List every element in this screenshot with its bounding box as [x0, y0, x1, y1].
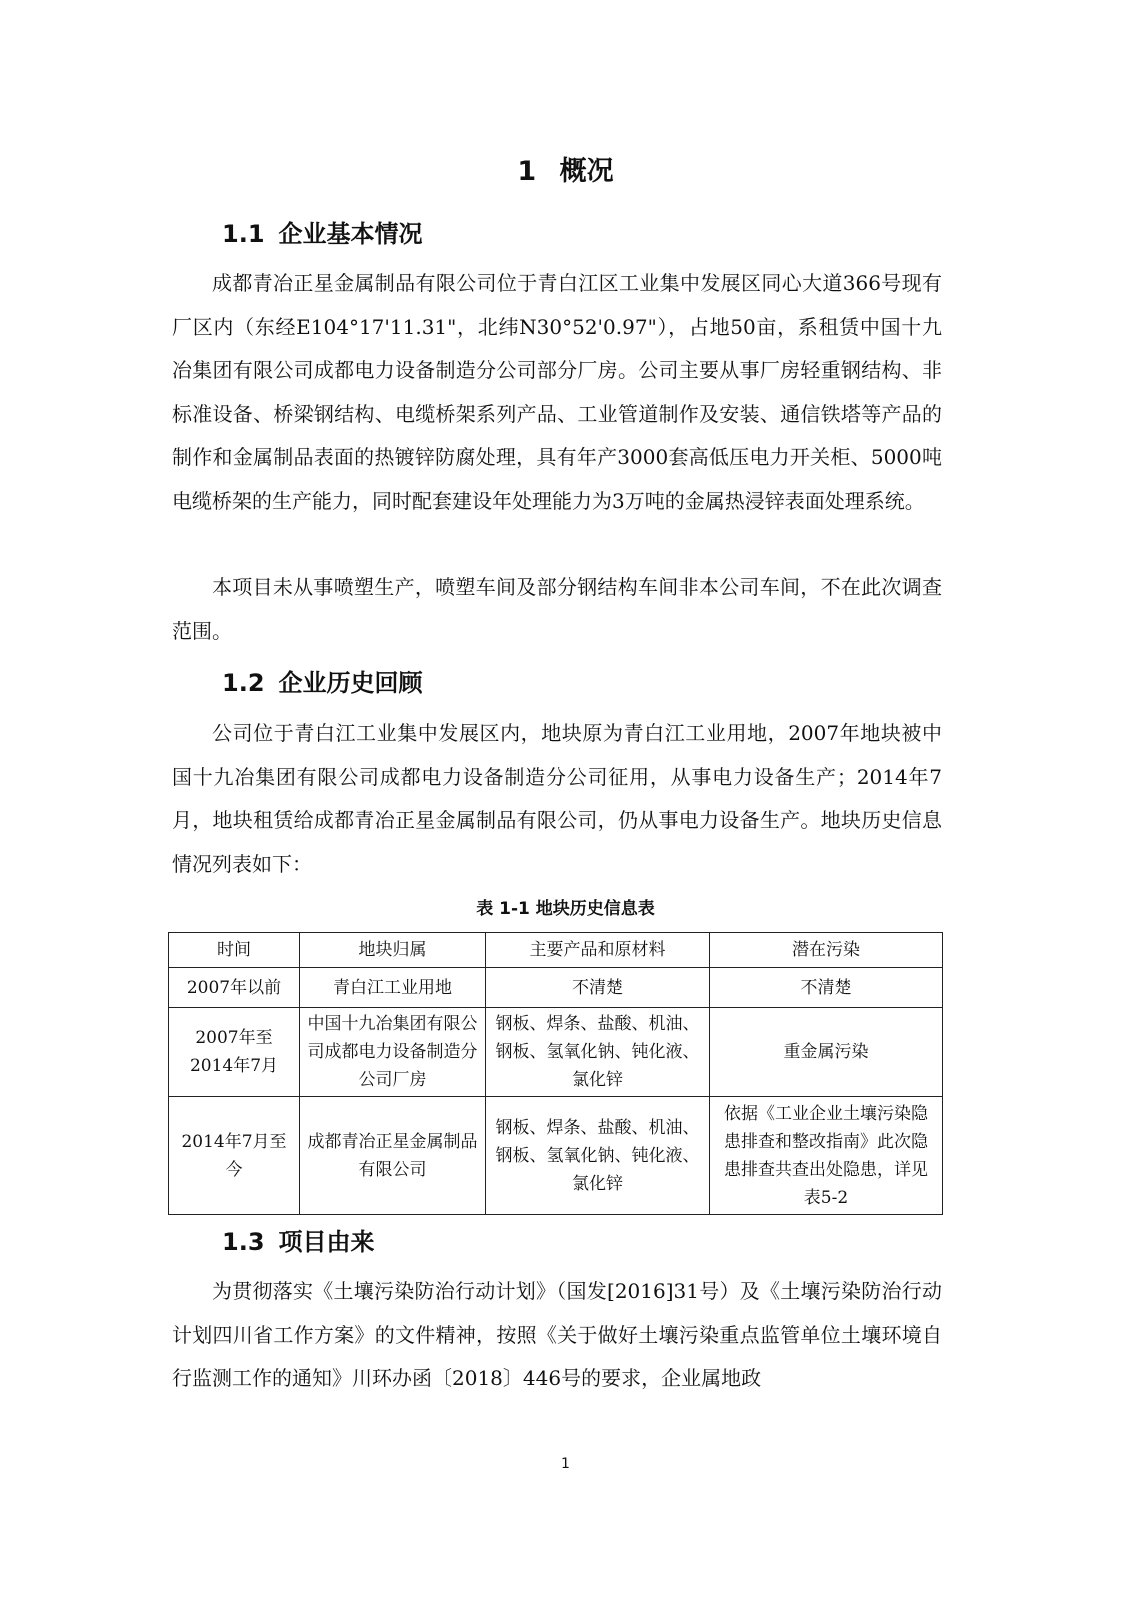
- section-heading-1-2: [222, 663, 423, 703]
- section-number: 1.3: [222, 1228, 265, 1256]
- table-cell: 2007年以前: [169, 968, 300, 1008]
- table-cell: 不清楚: [710, 968, 943, 1008]
- section-heading-1-3: [222, 1222, 375, 1262]
- chapter-title: [0, 150, 1131, 194]
- chapter-number: 1: [517, 156, 537, 187]
- section-title: 企业基本情况: [278, 220, 423, 248]
- table-row: [169, 1097, 943, 1215]
- table-cell: 2007年至2014年7月: [169, 1008, 300, 1097]
- section-title: 项目由来: [278, 1228, 375, 1256]
- table-header-cell: 主要产品和原材料: [486, 933, 710, 968]
- section-heading-1-1: [222, 214, 423, 254]
- table-cell: 中国十九冶集团有限公司成都电力设备制造分公司厂房: [300, 1008, 486, 1097]
- table-header-cell: 地块归属: [300, 933, 486, 968]
- table-cell: 不清楚: [486, 968, 710, 1008]
- table-row: [169, 1008, 943, 1097]
- table-cell: 钢板、焊条、盐酸、机油、钢板、氢氧化钠、钝化液、氯化锌: [486, 1097, 710, 1215]
- chapter-heading: 概况: [559, 156, 614, 187]
- paragraph-site-history: 公司位于青白江工业集中发展区内，地块原为青白江工业用地，2007年地块被中国十九冶集团有限公司成都电力设备制造分公司征用，从事电力设备生产；2014年7月，地块租赁给成都青冶正星金属制品有限公司，仍从事电力设备生产。地块历史信息情况列表如下：: [172, 721, 942, 876]
- table-cell: 重金属污染: [710, 1008, 943, 1097]
- section-number: 1.2: [222, 669, 265, 697]
- page-number: 1: [561, 1456, 570, 1472]
- site-history-table: [168, 932, 943, 1215]
- table-cell: 依据《工业企业土壤污染隐患排查和整改指南》此次隐患排查共查出处隐患，详见表5-2: [710, 1097, 943, 1215]
- table-row: [169, 968, 943, 1008]
- paragraph-company-overview: 成都青冶正星金属制品有限公司位于青白江区工业集中发展区同心大道366号现有厂区内（东经E104°17'11.31"，北纬N30°52'0.97"），占地50亩，系租赁中国十九冶集团有限公司成都电力设备制造分公司部分厂房。公司主要从事厂房轻重钢结构、非标准设备、桥梁钢结构、电缆桥架系列产品、工业管道制作及安装、通信铁塔等产品的制作和金属制品表面的热镀锌防腐处理，具有年产3000套高低压电力开关柜、5000吨电缆桥架的生产能力，同时配套建设年处理能力为3万吨的金属热浸锌表面处理系统。: [172, 271, 942, 513]
- table-cell: 钢板、焊条、盐酸、机油、钢板、氢氧化钠、钝化液、氯化锌: [486, 1008, 710, 1097]
- table-cell: 青白江工业用地: [300, 968, 486, 1008]
- table-header-row: [169, 933, 943, 968]
- section-title: 企业历史回顾: [278, 669, 423, 697]
- table-header-cell: 时间: [169, 933, 300, 968]
- paragraph-scope-note: 本项目未从事喷塑生产，喷塑车间及部分钢结构车间非本公司车间，不在此次调查范围。: [172, 575, 942, 643]
- table-cell: 2014年7月至今: [169, 1097, 300, 1215]
- paragraph-project-origin: 为贯彻落实《土壤污染防治行动计划》（国发[2016]31号）及《土壤污染防治行动计划四川省工作方案》的文件精神，按照《关于做好土壤污染重点监管单位土壤环境自行监测工作的通知》川环办函〔2018〕446号的要求，企业属地政: [172, 1279, 942, 1390]
- table-header-cell: 潜在污染: [710, 933, 943, 968]
- table-cell: 成都青冶正星金属制品有限公司: [300, 1097, 486, 1215]
- table-caption: 表 1-1 地块历史信息表: [476, 899, 655, 919]
- section-number: 1.1: [222, 220, 265, 248]
